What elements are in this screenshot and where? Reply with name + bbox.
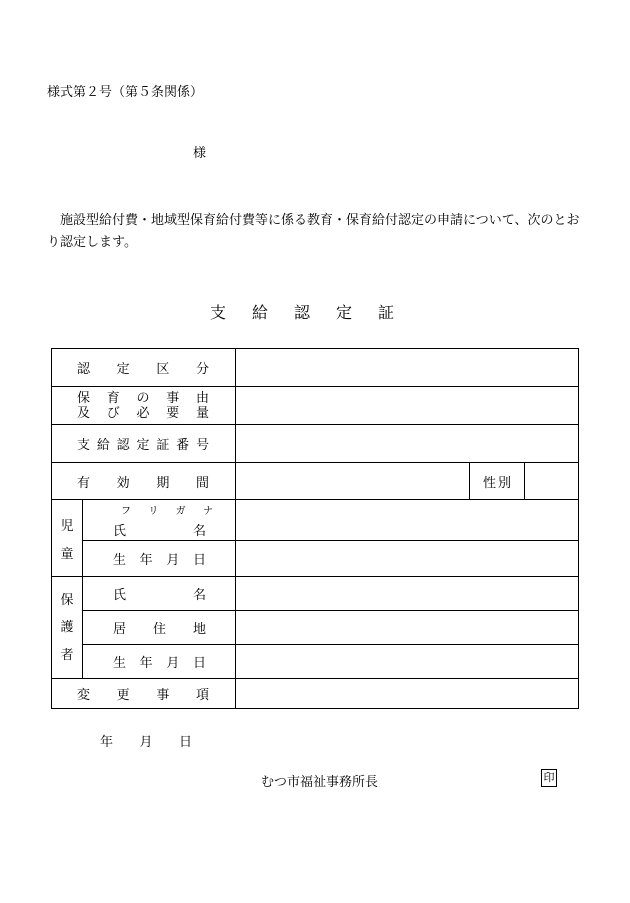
label-char: 及 bbox=[77, 406, 91, 421]
label-char: 生 bbox=[113, 656, 127, 671]
label-char: 生 bbox=[113, 553, 127, 568]
label-char: 期 bbox=[156, 475, 170, 491]
label-char: 事 bbox=[156, 688, 170, 703]
label-char: 間 bbox=[195, 475, 209, 491]
label-char: 氏 bbox=[113, 523, 127, 539]
label-char: 量 bbox=[195, 406, 209, 421]
label-changes bbox=[77, 679, 209, 708]
date-year-label: 年 bbox=[100, 735, 114, 750]
label-char: 由 bbox=[195, 391, 209, 406]
label-char: 童 bbox=[60, 546, 74, 562]
issuer-name: むつ市福祉事務所長 bbox=[261, 775, 379, 790]
form-number: 様式第２号（第５条関係） bbox=[47, 85, 204, 100]
addressee-suffix: 様 bbox=[193, 146, 207, 161]
body-text-content: 施設型給付費・地域型保育給付費等に係る教育・保育給付認定の申請について、次のとおり認定します。 bbox=[47, 213, 580, 250]
label-char: 名 bbox=[192, 523, 206, 539]
table-line bbox=[51, 386, 579, 387]
label-char: 変 bbox=[77, 688, 91, 703]
label-char: 事 bbox=[166, 391, 180, 406]
label-childcare-reason-line1 bbox=[77, 391, 209, 406]
label-child-name bbox=[113, 520, 206, 538]
label-char: 証 bbox=[156, 438, 170, 453]
label-child-group bbox=[52, 510, 82, 566]
label-char: 者 bbox=[60, 647, 74, 663]
label-char: 名 bbox=[192, 588, 206, 603]
label-guardian-birth-date bbox=[113, 645, 206, 678]
label-char: 護 bbox=[60, 620, 74, 636]
label-char: 必 bbox=[136, 406, 150, 421]
table-line bbox=[51, 708, 579, 709]
table-line bbox=[524, 462, 525, 500]
body-text bbox=[47, 210, 587, 254]
label-guardian-address bbox=[113, 611, 206, 644]
label-char: フ bbox=[121, 505, 131, 517]
table-line bbox=[469, 462, 470, 500]
label-guardian-group bbox=[52, 585, 82, 667]
label-char: 日 bbox=[192, 656, 206, 671]
label-char: の bbox=[136, 391, 150, 406]
label-char: 要 bbox=[166, 406, 180, 421]
table-line bbox=[578, 348, 579, 709]
label-char: 認 bbox=[116, 438, 130, 453]
label-char: 月 bbox=[166, 656, 180, 671]
label-validity-period bbox=[77, 463, 209, 499]
label-char: 分 bbox=[195, 362, 209, 377]
label-char: リ bbox=[148, 505, 159, 517]
label-char: 定 bbox=[136, 438, 150, 453]
label-child-birth-date bbox=[113, 541, 206, 576]
label-char: 更 bbox=[116, 688, 130, 703]
label-char: 住 bbox=[152, 622, 166, 637]
label-gender bbox=[483, 463, 511, 499]
label-char: 地 bbox=[192, 622, 206, 637]
label-char: 号 bbox=[195, 438, 209, 453]
label-char: 認 bbox=[77, 362, 91, 377]
label-char: 給 bbox=[96, 438, 110, 453]
label-char: 定 bbox=[116, 362, 130, 377]
label-char: 性 bbox=[483, 475, 497, 491]
label-char: 効 bbox=[116, 475, 130, 491]
label-char: ガ bbox=[175, 505, 186, 517]
label-char: 項 bbox=[195, 688, 209, 703]
date-day-label: 日 bbox=[178, 735, 192, 750]
date-month-label: 月 bbox=[139, 735, 153, 750]
seal-mark: 印 bbox=[541, 769, 557, 787]
label-char: 支 bbox=[77, 438, 91, 453]
label-char: 育 bbox=[106, 391, 120, 406]
label-childcare-reason bbox=[77, 391, 209, 421]
table-line bbox=[235, 348, 236, 709]
label-char: び bbox=[106, 406, 120, 421]
label-certificate-number bbox=[77, 425, 209, 462]
label-char: 氏 bbox=[113, 588, 127, 603]
label-char: 保 bbox=[60, 593, 74, 609]
label-char: 日 bbox=[192, 553, 206, 568]
issue-date bbox=[100, 731, 192, 750]
label-char: 区 bbox=[156, 362, 170, 377]
label-guardian-name bbox=[113, 577, 206, 610]
document-title: 支給認定証 bbox=[210, 303, 421, 322]
label-char: 児 bbox=[60, 518, 74, 534]
label-char: ナ bbox=[202, 505, 213, 517]
label-char: 別 bbox=[497, 475, 511, 491]
label-char: 有 bbox=[77, 475, 91, 491]
label-char: 月 bbox=[166, 553, 180, 568]
label-childcare-reason-line2 bbox=[77, 406, 209, 421]
label-char: 番 bbox=[176, 438, 190, 453]
label-certification-category bbox=[77, 349, 209, 386]
label-char: 年 bbox=[139, 553, 153, 568]
label-furigana bbox=[121, 501, 213, 517]
label-char: 年 bbox=[139, 656, 153, 671]
label-char: 居 bbox=[113, 622, 127, 637]
table-line bbox=[82, 499, 83, 678]
label-char: 保 bbox=[77, 391, 91, 406]
table-line bbox=[51, 499, 579, 500]
